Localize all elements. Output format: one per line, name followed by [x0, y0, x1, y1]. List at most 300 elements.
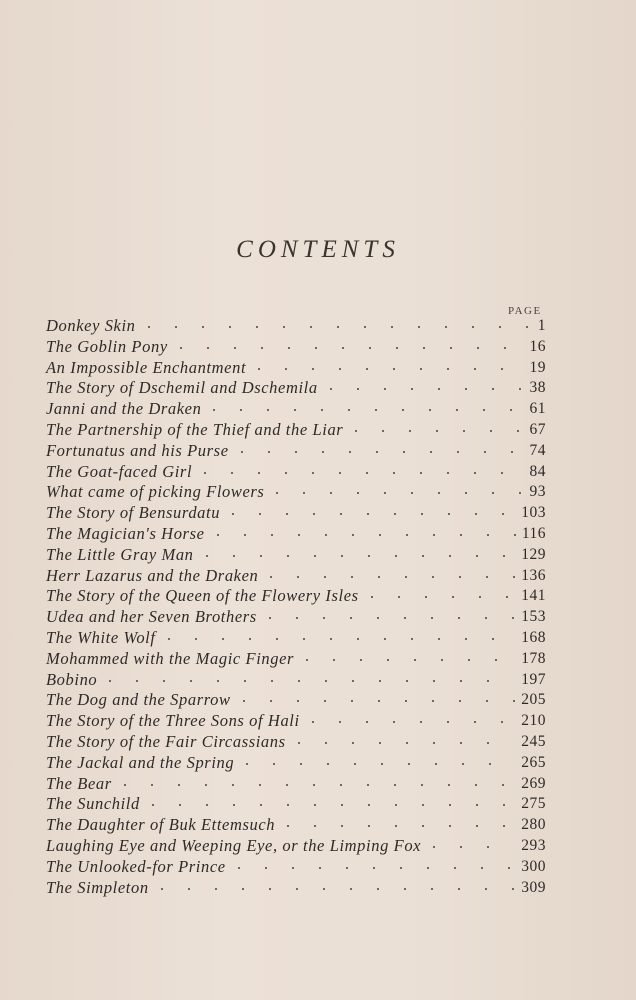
- leader-dot: [517, 430, 519, 432]
- leader-dot: [381, 763, 383, 765]
- toc-entry: [46, 711, 546, 732]
- leader-dot: [352, 534, 354, 536]
- leader-dot: [393, 368, 395, 370]
- leader-dot: [324, 700, 326, 702]
- leader-dot: [406, 534, 408, 536]
- leader-dot: [195, 638, 197, 640]
- leader-dot: [314, 804, 316, 806]
- leader-dot: [276, 492, 278, 494]
- leader-dot: [420, 472, 422, 474]
- leader-dot: [379, 742, 381, 744]
- toc-entry-page-number: 178: [521, 649, 546, 667]
- toc-entry-page-number: 141: [521, 587, 546, 605]
- toc-entry-title: Udea and her Seven Brothers: [46, 607, 257, 627]
- leader-dot: [454, 867, 456, 869]
- leader-dot: [429, 409, 431, 411]
- leader-dot: [287, 555, 289, 557]
- leader-dot: [271, 680, 273, 682]
- leader-dot: [256, 326, 258, 328]
- toc-entry-page-number: 38: [529, 379, 546, 397]
- leader-dot: [351, 576, 353, 578]
- toc-entry: [46, 566, 546, 587]
- leader-dot: [324, 576, 326, 578]
- leader-dot: [503, 825, 505, 827]
- leader-dot: [249, 638, 251, 640]
- leader-dot: [340, 784, 342, 786]
- toc-entry: [46, 524, 546, 545]
- toc-entry-title: The Story of the Queen of the Flowery Isles: [46, 586, 359, 606]
- leader-dot: [287, 804, 289, 806]
- leader-dot: [456, 409, 458, 411]
- leader-dot: [286, 784, 288, 786]
- toc-entry: [46, 649, 546, 670]
- toc-entry-title: Janni and the Draken: [46, 399, 202, 419]
- leader-dot: [313, 513, 315, 515]
- leader-dot: [431, 617, 433, 619]
- leader-dot: [472, 326, 474, 328]
- leader-dot: [373, 867, 375, 869]
- leader-dot: [438, 638, 440, 640]
- leader-dot: [404, 617, 406, 619]
- toc-entry-page-number: 269: [521, 774, 546, 792]
- leader-dot: [261, 347, 263, 349]
- leader-dot: [514, 534, 516, 536]
- leader-dot: [312, 472, 314, 474]
- toc-entry-title: The Partnership of the Thief and the Liar: [46, 419, 344, 439]
- leader-dot: [350, 888, 352, 890]
- toc-entry-title: The Goat-faced Girl: [46, 461, 193, 481]
- leader-dot: [267, 409, 269, 411]
- leader-dot: [215, 888, 217, 890]
- toc-entry-title: Herr Lazarus and the Draken: [46, 565, 259, 585]
- leader-dot: [268, 451, 270, 453]
- toc-entry: [46, 358, 546, 379]
- leader-dot: [423, 347, 425, 349]
- leader-dot: [501, 368, 503, 370]
- leader-dot: [233, 804, 235, 806]
- toc-entry-title: Fortunatus and his Purse: [46, 440, 229, 460]
- leader-dot: [323, 617, 325, 619]
- leader-dot: [346, 867, 348, 869]
- leader-dot: [298, 742, 300, 744]
- leader-dot: [421, 513, 423, 515]
- leader-dot: [449, 804, 451, 806]
- leader-dot: [161, 888, 163, 890]
- leader-dot: [433, 680, 435, 682]
- leader-dot: [243, 700, 245, 702]
- leader-dot: [351, 700, 353, 702]
- leader-dot: [452, 596, 454, 598]
- leader-dot: [350, 617, 352, 619]
- leader-dot: [163, 680, 165, 682]
- leader-dot: [460, 846, 462, 848]
- leader-dot: [339, 721, 341, 723]
- leader-dot: [205, 784, 207, 786]
- leader-dot: [339, 472, 341, 474]
- leader-dot: [422, 825, 424, 827]
- leader-dot: [422, 555, 424, 557]
- leader-dot: [487, 742, 489, 744]
- leader-dot: [217, 680, 219, 682]
- toc-entry-title: The Dog and the Sparrow: [46, 690, 231, 710]
- leader-dot: [396, 347, 398, 349]
- leader-dot: [406, 742, 408, 744]
- leader-dot: [376, 451, 378, 453]
- toc-entry-page-number: 116: [521, 524, 546, 542]
- leader-dot: [433, 846, 435, 848]
- leader-dot: [260, 804, 262, 806]
- leader-dot: [330, 388, 332, 390]
- leader-dot: [124, 784, 126, 786]
- toc-entry: [46, 690, 546, 711]
- toc-entry-title: The Jackal and the Spring: [46, 752, 235, 772]
- leader-dot: [283, 326, 285, 328]
- toc-entry-page-number: 61: [529, 400, 546, 418]
- leader-dot: [330, 492, 332, 494]
- leader-dot: [474, 368, 476, 370]
- leader-dot: [512, 888, 514, 890]
- leader-dot: [422, 804, 424, 806]
- leader-dot: [486, 700, 488, 702]
- leader-dot: [371, 596, 373, 598]
- leader-dot: [178, 784, 180, 786]
- leader-dot: [474, 721, 476, 723]
- leader-dot: [501, 472, 503, 474]
- leader-dot: [366, 368, 368, 370]
- toc-entry: [46, 378, 546, 399]
- leader-dot: [323, 888, 325, 890]
- toc-entry-page-number: 309: [521, 878, 546, 896]
- toc-entry: [46, 732, 546, 753]
- leader-dot: [463, 430, 465, 432]
- toc-entry-page-number: 300: [521, 857, 546, 875]
- toc-entry-title: What came of picking Flowers: [46, 482, 265, 502]
- leader-dot: [285, 472, 287, 474]
- leader-dot: [501, 721, 503, 723]
- leader-dot: [433, 742, 435, 744]
- leader-dot: [519, 388, 521, 390]
- toc-entry: [46, 628, 546, 649]
- toc-entry-page-number: 1: [537, 317, 546, 334]
- leader-dot: [233, 555, 235, 557]
- leader-dot: [312, 721, 314, 723]
- leader-dot: [391, 326, 393, 328]
- leader-dot: [400, 867, 402, 869]
- leader-dot: [369, 347, 371, 349]
- toc-entry-page-number: 16: [529, 337, 546, 355]
- leader-dot: [357, 638, 359, 640]
- leader-dot: [495, 659, 497, 661]
- leader-dot: [403, 451, 405, 453]
- leader-dot: [487, 534, 489, 536]
- leader-dot: [433, 534, 435, 536]
- leader-dot: [458, 888, 460, 890]
- leader-dot: [384, 388, 386, 390]
- toc-entry-page-number: 205: [521, 691, 546, 709]
- leader-dot: [315, 347, 317, 349]
- leader-dot: [377, 617, 379, 619]
- leader-dot: [180, 347, 182, 349]
- toc-entry-title: Mohammed with the Magic Finger: [46, 648, 295, 668]
- leader-dot: [188, 888, 190, 890]
- leader-dot: [405, 700, 407, 702]
- leader-dot: [175, 326, 177, 328]
- leader-dot: [511, 451, 513, 453]
- toc-entry: [46, 815, 546, 836]
- leader-dot: [395, 825, 397, 827]
- leader-dot: [354, 763, 356, 765]
- leader-dot: [465, 388, 467, 390]
- toc-entry-title: Bobino: [46, 669, 98, 689]
- toc-entry: [46, 420, 546, 441]
- toc-entry-page-number: 153: [521, 608, 546, 626]
- leader-dot: [367, 513, 369, 515]
- toc-entry-title: The Simpleton: [46, 877, 149, 897]
- leader-dot: [448, 513, 450, 515]
- leader-dot: [314, 825, 316, 827]
- leader-dot: [485, 617, 487, 619]
- leader-dot: [349, 451, 351, 453]
- leader-dot: [241, 451, 243, 453]
- leader-dot: [430, 451, 432, 453]
- leader-dot: [438, 388, 440, 390]
- leader-dot: [213, 409, 215, 411]
- leader-dot: [244, 534, 246, 536]
- leader-dot: [232, 513, 234, 515]
- toc-entry: [46, 586, 546, 607]
- leader-dot: [394, 513, 396, 515]
- leader-dot: [270, 700, 272, 702]
- leader-dot: [276, 638, 278, 640]
- toc-entry: [46, 399, 546, 420]
- leader-dot: [405, 576, 407, 578]
- toc-entry-page-number: 84: [529, 462, 546, 480]
- leader-dot: [457, 451, 459, 453]
- toc-entry-page-number: 280: [521, 816, 546, 834]
- leader-dot: [435, 763, 437, 765]
- leader-dot: [296, 617, 298, 619]
- leader-dot: [465, 492, 467, 494]
- leader-dot: [222, 638, 224, 640]
- leader-dot: [398, 596, 400, 598]
- leader-dot: [421, 784, 423, 786]
- leader-dot: [357, 492, 359, 494]
- toc-entry-title: The Story of Dschemil and Dschemila: [46, 378, 318, 398]
- leader-dot: [377, 888, 379, 890]
- toc-entry: [46, 482, 546, 503]
- leader-dot: [408, 763, 410, 765]
- leader-dot: [441, 659, 443, 661]
- toc-entry-page-number: 19: [529, 358, 546, 376]
- leader-dot: [484, 451, 486, 453]
- leader-dot: [265, 867, 267, 869]
- leader-dot: [273, 763, 275, 765]
- toc-entry-page-number: 245: [521, 732, 546, 750]
- leader-dot: [418, 326, 420, 328]
- leader-dot: [462, 763, 464, 765]
- leader-dot: [449, 825, 451, 827]
- leader-dot: [306, 659, 308, 661]
- leader-dot: [492, 492, 494, 494]
- toc-entry: [46, 857, 546, 878]
- leader-dot: [379, 680, 381, 682]
- leader-dot: [148, 326, 150, 328]
- leader-dot: [485, 888, 487, 890]
- toc-entry: [46, 545, 546, 566]
- leader-dot: [432, 576, 434, 578]
- leader-dot: [450, 347, 452, 349]
- leader-dot: [459, 576, 461, 578]
- leader-dot: [420, 368, 422, 370]
- toc-entry-title: The Little Gray Man: [46, 544, 194, 564]
- leader-dot: [232, 784, 234, 786]
- leader-dot: [360, 659, 362, 661]
- leader-dot: [459, 700, 461, 702]
- leader-dot: [432, 700, 434, 702]
- leader-dot: [313, 784, 315, 786]
- leader-dot: [207, 347, 209, 349]
- leader-dot: [475, 513, 477, 515]
- leader-dot: [366, 721, 368, 723]
- toc-entry-page-number: 93: [529, 483, 546, 501]
- leader-dot: [168, 638, 170, 640]
- page-title: CONTENTS: [236, 236, 400, 263]
- leader-dot: [384, 492, 386, 494]
- leader-dot: [258, 368, 260, 370]
- leader-dot: [479, 596, 481, 598]
- leader-dot: [202, 326, 204, 328]
- leader-dot: [506, 596, 508, 598]
- toc-entry: [46, 441, 546, 462]
- leader-dot: [342, 347, 344, 349]
- leader-dot: [341, 555, 343, 557]
- toc-entry: [46, 462, 546, 483]
- leader-dot: [502, 513, 504, 515]
- leader-dot: [348, 409, 350, 411]
- leader-dot: [499, 326, 501, 328]
- leader-dots: [46, 784, 546, 786]
- leader-dot: [367, 784, 369, 786]
- leader-dot: [298, 534, 300, 536]
- toc-entry: [46, 878, 546, 899]
- leader-dot: [325, 534, 327, 536]
- leader-dot: [321, 409, 323, 411]
- toc-entry-page-number: 168: [521, 628, 546, 646]
- leader-dot: [327, 763, 329, 765]
- leader-dot: [492, 638, 494, 640]
- leader-dot: [260, 555, 262, 557]
- leader-dot: [504, 347, 506, 349]
- leader-dot: [487, 680, 489, 682]
- toc-entry: [46, 836, 546, 857]
- toc-entry: [46, 337, 546, 358]
- leader-dot: [286, 513, 288, 515]
- leader-dot: [474, 472, 476, 474]
- leader-dot: [395, 555, 397, 557]
- leader-dot: [402, 409, 404, 411]
- leader-dot: [364, 326, 366, 328]
- leader-dot: [231, 472, 233, 474]
- leader-dot: [300, 763, 302, 765]
- leader-dot: [409, 430, 411, 432]
- leader-dot: [270, 576, 272, 578]
- leader-dot: [395, 804, 397, 806]
- leader-dot: [312, 368, 314, 370]
- leader-dot: [420, 721, 422, 723]
- leader-dot: [379, 534, 381, 536]
- toc-entry-title: The Unlooked-for Prince: [46, 856, 226, 876]
- toc-entry-title: An Impossible Enchantment: [46, 357, 247, 377]
- leader-dot: [378, 576, 380, 578]
- toc-entry-title: Donkey Skin: [46, 316, 136, 335]
- leader-dot: [448, 784, 450, 786]
- leader-dot: [366, 472, 368, 474]
- leader-dot: [476, 825, 478, 827]
- leader-dot: [411, 492, 413, 494]
- leader-dot: [513, 576, 515, 578]
- leader-dot: [303, 492, 305, 494]
- leader-dot: [447, 368, 449, 370]
- leader-dot: [294, 409, 296, 411]
- leader-dot: [447, 472, 449, 474]
- leader-dot: [481, 867, 483, 869]
- page-column-label: PAGE: [508, 305, 542, 317]
- leader-dot: [483, 409, 485, 411]
- leader-dot: [269, 888, 271, 890]
- leader-dot: [503, 804, 505, 806]
- leader-dot: [492, 388, 494, 390]
- leader-dot: [319, 867, 321, 869]
- toc-entry-title: Laughing Eye and Weeping Eye, or the Limping Fox: [46, 835, 422, 855]
- toc-entry: [46, 753, 546, 774]
- leader-dot: [468, 659, 470, 661]
- leader-dot: [271, 534, 273, 536]
- toc-entry-page-number: 210: [521, 712, 546, 730]
- leader-dot: [314, 555, 316, 557]
- leader-dot: [476, 555, 478, 557]
- toc-entry-page-number: 265: [521, 753, 546, 771]
- leader-dot: [486, 576, 488, 578]
- leader-dot: [136, 680, 138, 682]
- leader-dot: [352, 742, 354, 744]
- leader-dot: [297, 700, 299, 702]
- leader-dot: [406, 680, 408, 682]
- leader-dot: [487, 846, 489, 848]
- leader-dot: [258, 472, 260, 474]
- leader-dot: [285, 368, 287, 370]
- leader-dot: [436, 430, 438, 432]
- leader-dot: [438, 492, 440, 494]
- leader-dot: [355, 430, 357, 432]
- leader-dot: [387, 659, 389, 661]
- leader-dot: [475, 784, 477, 786]
- leader-dot: [287, 825, 289, 827]
- leader-dot: [427, 867, 429, 869]
- toc-entry-page-number: 293: [521, 836, 546, 854]
- leader-dot: [431, 888, 433, 890]
- leader-dot: [411, 638, 413, 640]
- leader-dot: [179, 804, 181, 806]
- leader-dot: [378, 700, 380, 702]
- leader-dot: [297, 576, 299, 578]
- leader-dot: [394, 784, 396, 786]
- leader-dot: [337, 326, 339, 328]
- leader-dot: [465, 638, 467, 640]
- leader-dot: [242, 888, 244, 890]
- toc-entry: [46, 774, 546, 795]
- leader-dot: [447, 721, 449, 723]
- leader-dot: [151, 784, 153, 786]
